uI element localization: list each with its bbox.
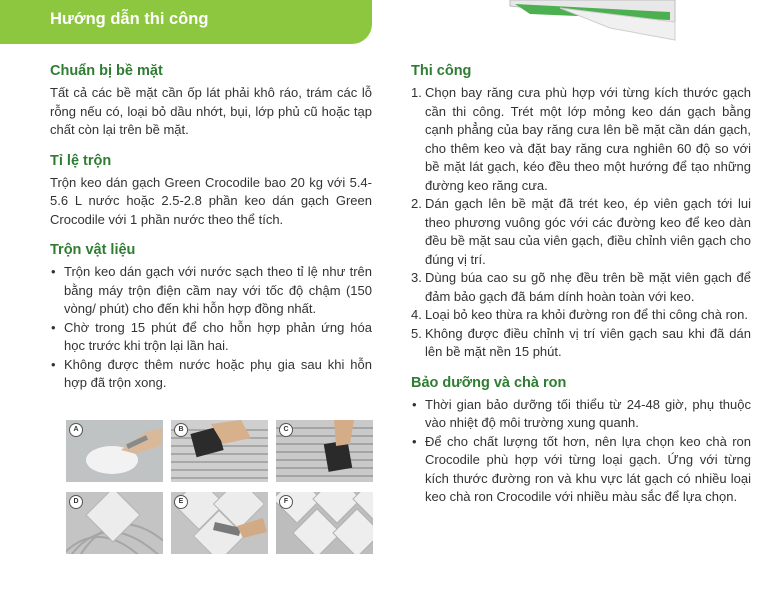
step-photo-f xyxy=(276,492,373,554)
list-item xyxy=(411,84,751,195)
list-item xyxy=(411,325,751,362)
step-number: 1. xyxy=(411,85,422,100)
list-item: • Chờ trong 15 phút để cho hỗn hợp phản ứng hóa học trước khi trộn lại lần hai. xyxy=(50,319,372,356)
trowel-illustration xyxy=(470,0,710,44)
step-photo-b xyxy=(171,420,268,482)
right-column xyxy=(411,62,751,519)
photo-label: A xyxy=(69,423,83,437)
list-item: • Không được thêm nước hoặc phụ gia sau khi hỗn hợp đã trộn xong. xyxy=(50,356,372,393)
list-item: • Để cho chất lượng tốt hơn, nên lựa chọn keo chà ron Crocodile phù hợp với từng loại gạch. Ứng với từng kích thước đường ron và khu vực lát gạch có nhiều loại keo chà ron Crocodile với nhiều màu sắc để lựa chọn. xyxy=(411,433,751,507)
step-number: 2. xyxy=(411,196,422,211)
surface-prep-text: Tất cả các bề mặt cần ốp lát phải khô ráo, trám các lỗ rỗng nếu có, loại bỏ dầu nhớt, bụi, lớp phủ cũ hoặc tạp chất còn lại trên bề mặt. xyxy=(50,85,372,137)
photo-label: B xyxy=(174,423,188,437)
step-number: 5. xyxy=(411,325,422,341)
mix-ratio-heading: Tỉ lệ trộn xyxy=(50,152,112,169)
photo-label: C xyxy=(279,423,293,437)
curing-list xyxy=(411,396,751,507)
step-text: Không được điều chỉnh vị trí viên gạch sau khi đã dán lên bề mặt nền 15 phút. xyxy=(425,325,751,359)
step-photo-c xyxy=(276,420,373,482)
application-steps xyxy=(411,84,751,362)
photo-label: F xyxy=(279,495,293,509)
step-photo-e xyxy=(171,492,268,554)
left-column xyxy=(50,62,372,405)
list-item xyxy=(411,269,751,306)
page-title: Hướng dẫn thi công xyxy=(50,10,209,28)
step-photo-d xyxy=(66,492,163,554)
step-photo-a xyxy=(66,420,163,482)
step-photos xyxy=(66,420,376,558)
step-number: 4. xyxy=(411,307,422,322)
mixing-heading: Trộn vật liệu xyxy=(50,242,136,258)
step-number: 3. xyxy=(411,270,422,285)
curing-heading: Bảo dưỡng và chà ron xyxy=(411,374,567,391)
list-item: • Thời gian bảo dưỡng tối thiểu từ 24-48 giờ, phụ thuộc vào nhiệt độ môi trường xung quanh. xyxy=(411,396,751,433)
section-banner xyxy=(0,0,372,44)
step-text: Dán gạch lên bề mặt đã trét keo, ép viên gạch tới lui theo phương vuông góc với các đường keo để keo dàn đều bề mặt sau của viên gạch, điều chỉnh viên gạch cho đúng vị trí. xyxy=(425,196,751,267)
step-text: Dùng búa cao su gõ nhẹ đều trên bề mặt viên gạch để đảm bảo gạch đã bám dính hoàn toàn với keo. xyxy=(425,270,751,304)
application-heading: Thi công xyxy=(411,63,472,79)
mix-ratio-text: Trộn keo dán gạch Green Crocodile bao 20 kg với 5.4-5.6 L nước hoặc 2.5-2.8 phần keo dán gạch Green Crocodile với 1 phần nước theo thể tích. xyxy=(50,174,372,227)
list-item xyxy=(411,306,751,325)
photo-label: E xyxy=(174,495,188,509)
surface-prep-heading: Chuẩn bị bề mặt xyxy=(50,63,163,79)
step-text: Loại bỏ keo thừa ra khỏi đường ron để thi công chà ron. xyxy=(425,307,748,322)
photo-label: D xyxy=(69,495,83,509)
step-text: Chọn bay răng cưa phù hợp với từng kích thước gạch cần thi công. Trét một lớp mỏng keo dán gạch bằng cạnh phẳng của bay răng cưa lên bề mặt cần dán gạch, cho thêm keo và đặt bay răng cưa nghiên 60 độ so với bề mặt lát gạch, kéo đều theo một hướng để tạo những đường keo răng cưa. xyxy=(425,85,751,193)
list-item: • Trộn keo dán gạch với nước sạch theo tỉ lệ như trên bằng máy trộn điện cầm nay với tốc độ chậm (150 vòng/ phút) cho đến khi hỗn hợp đồng nhất. xyxy=(50,263,372,319)
list-item xyxy=(411,195,751,269)
mixing-list xyxy=(50,263,372,393)
